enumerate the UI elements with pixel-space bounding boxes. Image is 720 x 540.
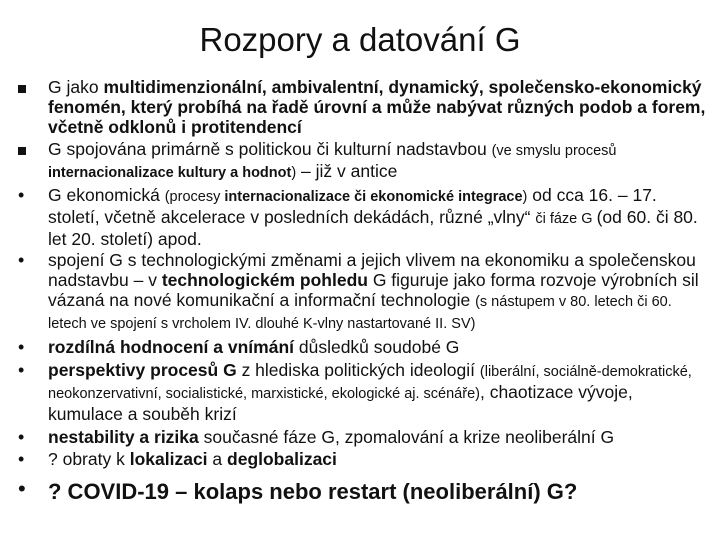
bullet-item <box>18 360 708 424</box>
bullet-text-bold: internacionalizace či ekonomické integrace <box>224 189 523 205</box>
bullet-text: ) <box>291 165 297 181</box>
bullet-text: důsledků soudobé G <box>294 337 460 357</box>
bullet-text: (s nástupem v 80. letech či 60. letech ve spojení s vrcholem IV. dlouhé K-vlny nastartované II. SV) <box>48 294 672 332</box>
bullet-text-bold: deglobalizaci <box>227 449 337 469</box>
bullet-text: – již v antice <box>296 161 398 181</box>
dot-bullet-icon: • <box>18 185 25 205</box>
slide-title: Rozpory a datování G <box>199 21 521 58</box>
bullet-item <box>18 337 708 357</box>
bullet-text-bold: ? COVID-19 – kolaps nebo restart (neoliberální) G? <box>48 479 578 504</box>
bullet-item <box>18 427 708 447</box>
bullet-text: , chaotizace vývoje, kumulace a souběh krizí <box>48 382 633 424</box>
bullet-item <box>18 77 708 137</box>
bullet-item <box>18 185 708 249</box>
bullet-text-bold: nestability a rizika <box>48 427 199 447</box>
dot-bullet-icon: • <box>18 250 25 270</box>
dot-bullet-icon: • <box>18 427 25 447</box>
dot-bullet-icon: • <box>18 360 25 380</box>
bullet-text-bold: lokalizaci <box>129 449 208 469</box>
bullet-text-bold: multidimenzionální, ambivalentní, dynamický, společensko-ekonomický fenomén, který probíhá na řadě úrovní a může nabývat různých podob a forem, včetně odklonů i protitendencí <box>48 77 706 137</box>
bullet-text: (procesy <box>164 189 225 205</box>
bullet-text: (liberální, sociálně-demokratické, neokonzervativní, socialistické, marxistické, ekologické aj. scénáře) <box>48 364 692 402</box>
bullet-text-bold: internacionalizace kultury a hodnot <box>48 165 292 181</box>
bullet-text: současné fáze G, zpomalování a krize neoliberální G <box>198 427 615 447</box>
bullet-text: (ve smyslu procesů <box>491 143 617 159</box>
bullet-text-bold: rozdílná hodnocení a vnímání <box>48 337 294 357</box>
dot-bullet-icon: • <box>18 476 26 501</box>
bullet-text-bold: technologickém pohledu <box>161 270 368 290</box>
bullet-text: spojení G s technologickými změnami a jejich vlivem na ekonomiku a společenskou nadstavbu – v <box>48 250 696 290</box>
square-bullet-icon <box>18 77 44 97</box>
bullet-item <box>18 476 708 505</box>
bullet-text: z hlediska politických ideologií <box>236 360 480 380</box>
dot-bullet-icon: • <box>18 449 25 469</box>
bullet-text: ? obraty k <box>48 449 130 469</box>
bullet-text: G spojována primárně s politickou či kulturní nadstavbou <box>48 139 492 159</box>
bullet-list <box>18 77 708 505</box>
bullet-text: ) <box>522 189 528 205</box>
dot-bullet-icon: • <box>18 337 25 357</box>
bullet-text: G ekonomická <box>48 185 165 205</box>
bullet-text-bold: perspektivy procesů G <box>48 360 237 380</box>
bullet-item <box>18 449 708 469</box>
bullet-text: G jako <box>48 77 104 97</box>
bullet-text: a <box>207 449 228 469</box>
bullet-item <box>18 250 708 334</box>
bullet-text: či fáze G <box>535 211 597 227</box>
square-bullet-icon <box>18 139 44 159</box>
bullet-text: od cca 16. – 17. století, včetně akcelerace v posledních dekádách, různé „vlny“ <box>48 185 657 227</box>
bullet-item <box>18 139 708 183</box>
bullet-text: (od 60. či 80. let 20. století) apod. <box>48 207 698 249</box>
bullet-text: G figuruje jako forma rozvoje výrobních sil vázaná na nové komunikační a informační technologie <box>48 270 699 310</box>
